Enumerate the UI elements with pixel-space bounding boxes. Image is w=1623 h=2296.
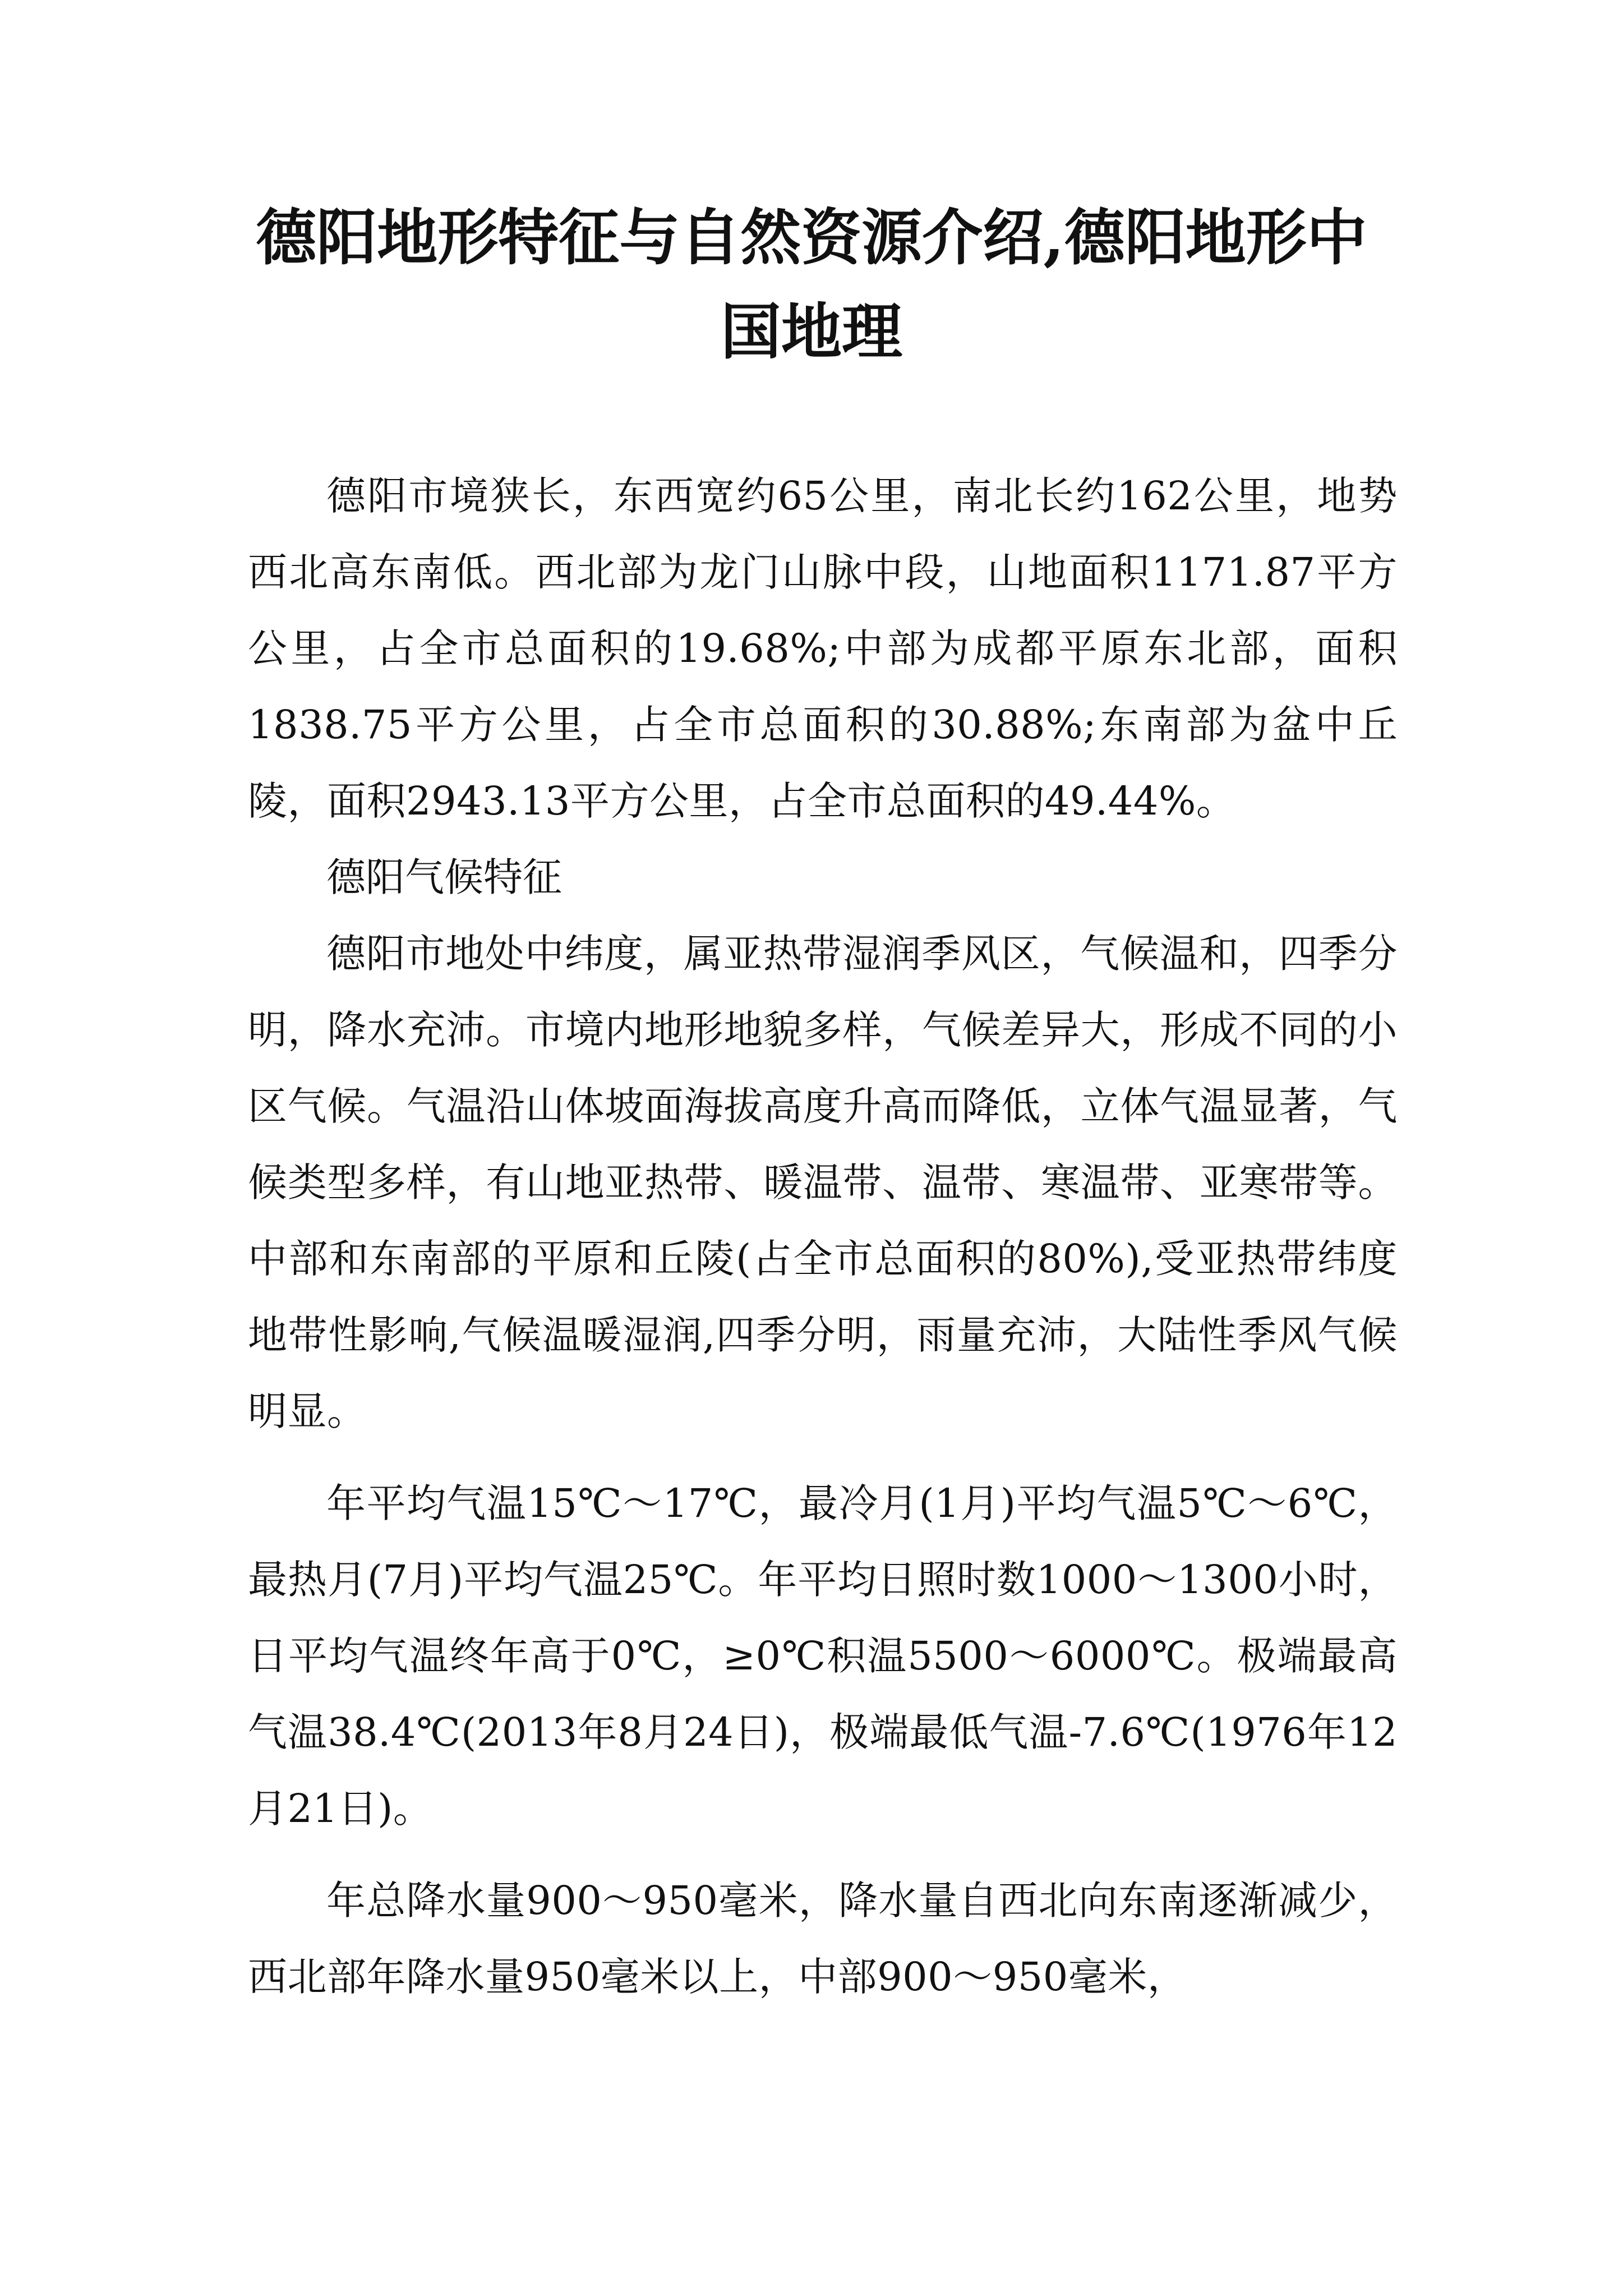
paragraph-terrain: 德阳市境狭长，东西宽约65公里，南北长约162公里，地势西北高东南低。西北部为龙门山脉中段，山地面积1171.87平方公里，占全市总面积的19.68%;中部为成都平原东北部，面积1838.75平方公里，占全市总面积的30.88%;东南部为盆中丘陵，面积2943.13平方公里，占全市总面积的49.44%。	[248, 473, 1398, 824]
paragraph-precipitation: 年总降水量900～950毫米，降水量自西北向东南逐渐减少，西北部年降水量950毫米以上，中部900～950毫米，	[248, 1878, 1398, 2000]
document-body	[248, 458, 1398, 2015]
paragraph-temperature: 年平均气温15℃～17℃，最冷月(1月)平均气温5℃～6℃，最热月(7月)平均气温25℃。年平均日照时数1000～1300小时，日平均气温终年高于0℃，≥0℃积温5500～6000℃。极端最高气温38.4℃(2013年8月24日)，极端最低气温-7.6℃(1976年12月21日)。	[248, 1480, 1398, 1832]
section-heading-climate: 德阳气候特征	[326, 854, 562, 900]
paragraph-climate: 德阳市地处中纬度，属亚热带湿润季风区，气候温和，四季分明，降水充沛。市境内地形地貌多样，气候差异大，形成不同的小区气候。气温沿山体坡面海拔高度升高而降低，立体气温显著，气候类型多样，有山地亚热带、暖温带、温带、寒温带、亚寒带等。中部和东南部的平原和丘陵(占全市总面积的80%),受亚热带纬度地带性影响,气候温暖湿润,四季分明，雨量充沛，大陆性季风气候明显。	[248, 931, 1398, 1434]
document-title: 德阳地形特征与自然资源介绍,德阳地形中国地理	[256, 203, 1367, 367]
